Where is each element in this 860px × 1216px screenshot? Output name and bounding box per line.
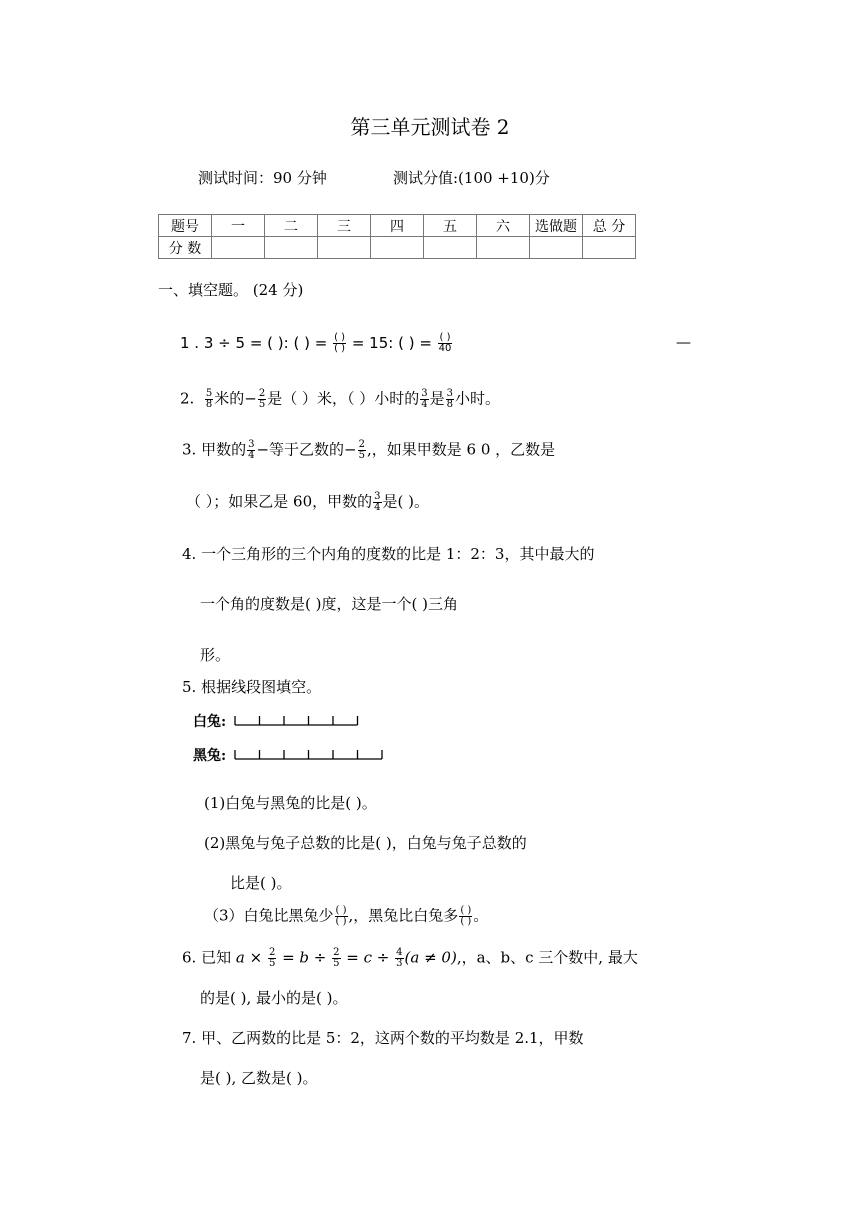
q1-middle: = 15: ( ) =	[351, 334, 432, 352]
q2-fraction-3	[420, 389, 428, 410]
q6-f2-den: 5	[333, 958, 340, 969]
q1-lead: 1 .	[180, 334, 200, 352]
q6-var-a: a	[235, 948, 245, 967]
q2-f1-num: 5	[205, 388, 213, 399]
q2-text-1: 米的−	[214, 389, 257, 408]
q3-f2-den: 5	[358, 450, 365, 461]
q5-f2-den: ( )	[460, 916, 472, 927]
q6-var-c: c	[363, 948, 373, 967]
q6-var-b: b	[299, 948, 310, 967]
q2-f3-num: 3	[421, 388, 428, 399]
q6-fraction-2	[332, 948, 340, 969]
q6-condition: (a ≠ 0)	[404, 948, 457, 967]
score-table-cell: 三	[318, 215, 371, 237]
stray-dash: —	[676, 333, 691, 351]
q2-number: 2.	[180, 389, 195, 408]
score-table-cell: 题号	[159, 215, 212, 237]
question-5-heading: 5. 根据线段图填空。	[182, 678, 322, 696]
q1-expression: 3 ÷ 5 = ( ): ( ) =	[203, 334, 328, 352]
q5-f2-num: ( )	[460, 905, 472, 916]
section-heading-fill-blank: 一、填空题。 (24 分)	[158, 281, 304, 299]
question-4-line-1: 4. 一个三角形的三个内角的度数的比是 1：2：3，其中最大的	[182, 545, 595, 563]
question-7-line-2: 是( ), 乙数是( )。	[200, 1069, 318, 1087]
segment-label-black: 黑兔:	[193, 748, 227, 764]
test-time: 测试时间：90 分钟	[198, 169, 327, 187]
q6-div-1: ÷	[309, 948, 332, 967]
score-entry-cell[interactable]	[318, 237, 371, 259]
q6-tail: ,，a、b、c 三个数中, 最大	[456, 948, 638, 967]
q2-text-2: 是（ ）米，（ ）小时的	[267, 389, 420, 408]
q5-s3-fraction-2	[459, 906, 472, 927]
q6-f1-den: 5	[268, 958, 276, 969]
score-table-cell: 四	[371, 215, 424, 237]
score-table-cell: 五	[424, 215, 477, 237]
q3-text-d: （ ）；如果乙是 60，甲数的	[186, 492, 373, 511]
score-entry-cell[interactable]	[265, 237, 318, 259]
test-score: 测试分值:(100 +10)分	[393, 169, 550, 187]
q2-f1-den: 8	[205, 399, 213, 410]
q5-f1-num: ( )	[335, 905, 347, 916]
q1-frac-num: ( )	[439, 332, 451, 343]
question-7-line-1: 7. 甲、乙两数的比是 5：2，这两个数的平均数是 2.1，甲数	[182, 1029, 584, 1047]
question-6-line-2: 的是( ), 最小的是( )。	[200, 989, 348, 1007]
q5-s3-text-a: （3）白兔比黑兔少	[204, 906, 334, 925]
question-6-line-1	[182, 948, 638, 969]
question-5-sub-3	[204, 906, 488, 927]
score-table-cell: 总 分	[583, 215, 636, 237]
question-4-line-2: 一个角的度数是( )度，这是一个( )三角	[200, 595, 458, 613]
q3-text-b: −等于乙数的−	[256, 440, 357, 459]
q3-fraction-1	[247, 440, 255, 461]
q2-f4-num: 3	[446, 388, 453, 399]
question-5-sub-2: (2)黑兔与兔子总数的比是( )，白兔与兔子总数的	[204, 834, 527, 852]
q3-fraction-2	[358, 440, 366, 461]
score-table-row-label: 分 数	[159, 237, 212, 259]
q6-f3-den: 3	[396, 958, 403, 969]
q2-fraction-4	[446, 389, 454, 410]
score-entry-cell[interactable]	[583, 237, 636, 259]
segment-label-white: 白兔:	[193, 714, 227, 730]
q2-text-4: 小时。	[455, 389, 501, 408]
q6-f3-num: 4	[396, 947, 403, 958]
q1-fraction-forty	[438, 333, 453, 354]
q5-s3-text-b: ,，黑兔比白兔多	[348, 906, 459, 925]
score-table-cell: 选做题	[530, 215, 583, 237]
q3-f1-num: 3	[248, 439, 255, 450]
q6-fraction-3	[395, 948, 403, 969]
q2-fraction-2	[258, 389, 266, 410]
question-3-line-2	[186, 492, 429, 513]
q3-text-c: ,，如果甲数是 6 0 ，乙数是	[366, 440, 556, 459]
q6-lead: 6. 已知	[182, 948, 232, 967]
q6-f2-num: 2	[333, 947, 340, 958]
score-table-cell: 六	[477, 215, 530, 237]
question-1	[180, 333, 453, 354]
q6-times: ×	[244, 948, 267, 967]
q3-text-a: 3. 甲数的	[182, 440, 247, 459]
segment-bar-white	[234, 713, 364, 729]
q6-f1-num: 2	[268, 947, 276, 958]
q3-fraction-3	[373, 492, 381, 513]
score-table	[158, 214, 636, 259]
q1-fraction-blank	[333, 333, 346, 354]
q5-s3-fraction-1	[335, 906, 348, 927]
question-2	[180, 389, 500, 410]
question-4-line-3: 形。	[200, 646, 231, 664]
q3-f1-den: 4	[248, 450, 255, 461]
score-table-header-row	[159, 215, 636, 237]
score-entry-cell[interactable]	[424, 237, 477, 259]
score-table-cell: 二	[265, 215, 318, 237]
q1-frac-num: ( )	[334, 332, 346, 343]
page-title: 第三单元测试卷 2	[350, 115, 510, 139]
q2-f2-den: 5	[258, 399, 266, 410]
segment-diagram-black-rabbit	[193, 745, 393, 765]
q3-f3-den: 4	[374, 502, 381, 513]
q6-div-2: ÷	[372, 948, 395, 967]
question-3-line-1	[182, 440, 555, 461]
question-5-sub-1: (1)白兔与黑兔的比是( )。	[204, 794, 377, 812]
score-table-cell: 一	[212, 215, 265, 237]
score-entry-cell[interactable]	[212, 237, 265, 259]
q2-f4-den: 8	[446, 399, 453, 410]
q2-text-3: 是	[429, 389, 445, 408]
q3-f2-num: 2	[358, 439, 365, 450]
score-entry-cell[interactable]	[371, 237, 424, 259]
q6-eq-2: =	[341, 948, 364, 967]
segment-bar-black	[234, 747, 386, 763]
score-entry-cell[interactable]	[477, 237, 530, 259]
q6-eq-1: =	[277, 948, 300, 967]
score-entry-cell[interactable]	[530, 237, 583, 259]
q3-text-e: 是( )。	[382, 492, 429, 511]
q6-fraction-1	[268, 948, 276, 969]
q2-f2-num: 2	[258, 388, 266, 399]
q3-f3-num: 3	[374, 491, 381, 502]
q1-frac-den: 40	[438, 343, 452, 354]
q5-f1-den: ( )	[335, 916, 347, 927]
q2-f3-den: 4	[421, 399, 428, 410]
score-table-score-row	[159, 237, 636, 259]
q1-frac-den: ( )	[334, 343, 346, 354]
q5-s3-text-c: 。	[473, 906, 489, 925]
question-5-sub-2-cont: 比是( )。	[230, 874, 292, 892]
q2-fraction-1	[205, 389, 213, 410]
segment-diagram-white-rabbit	[193, 711, 393, 731]
